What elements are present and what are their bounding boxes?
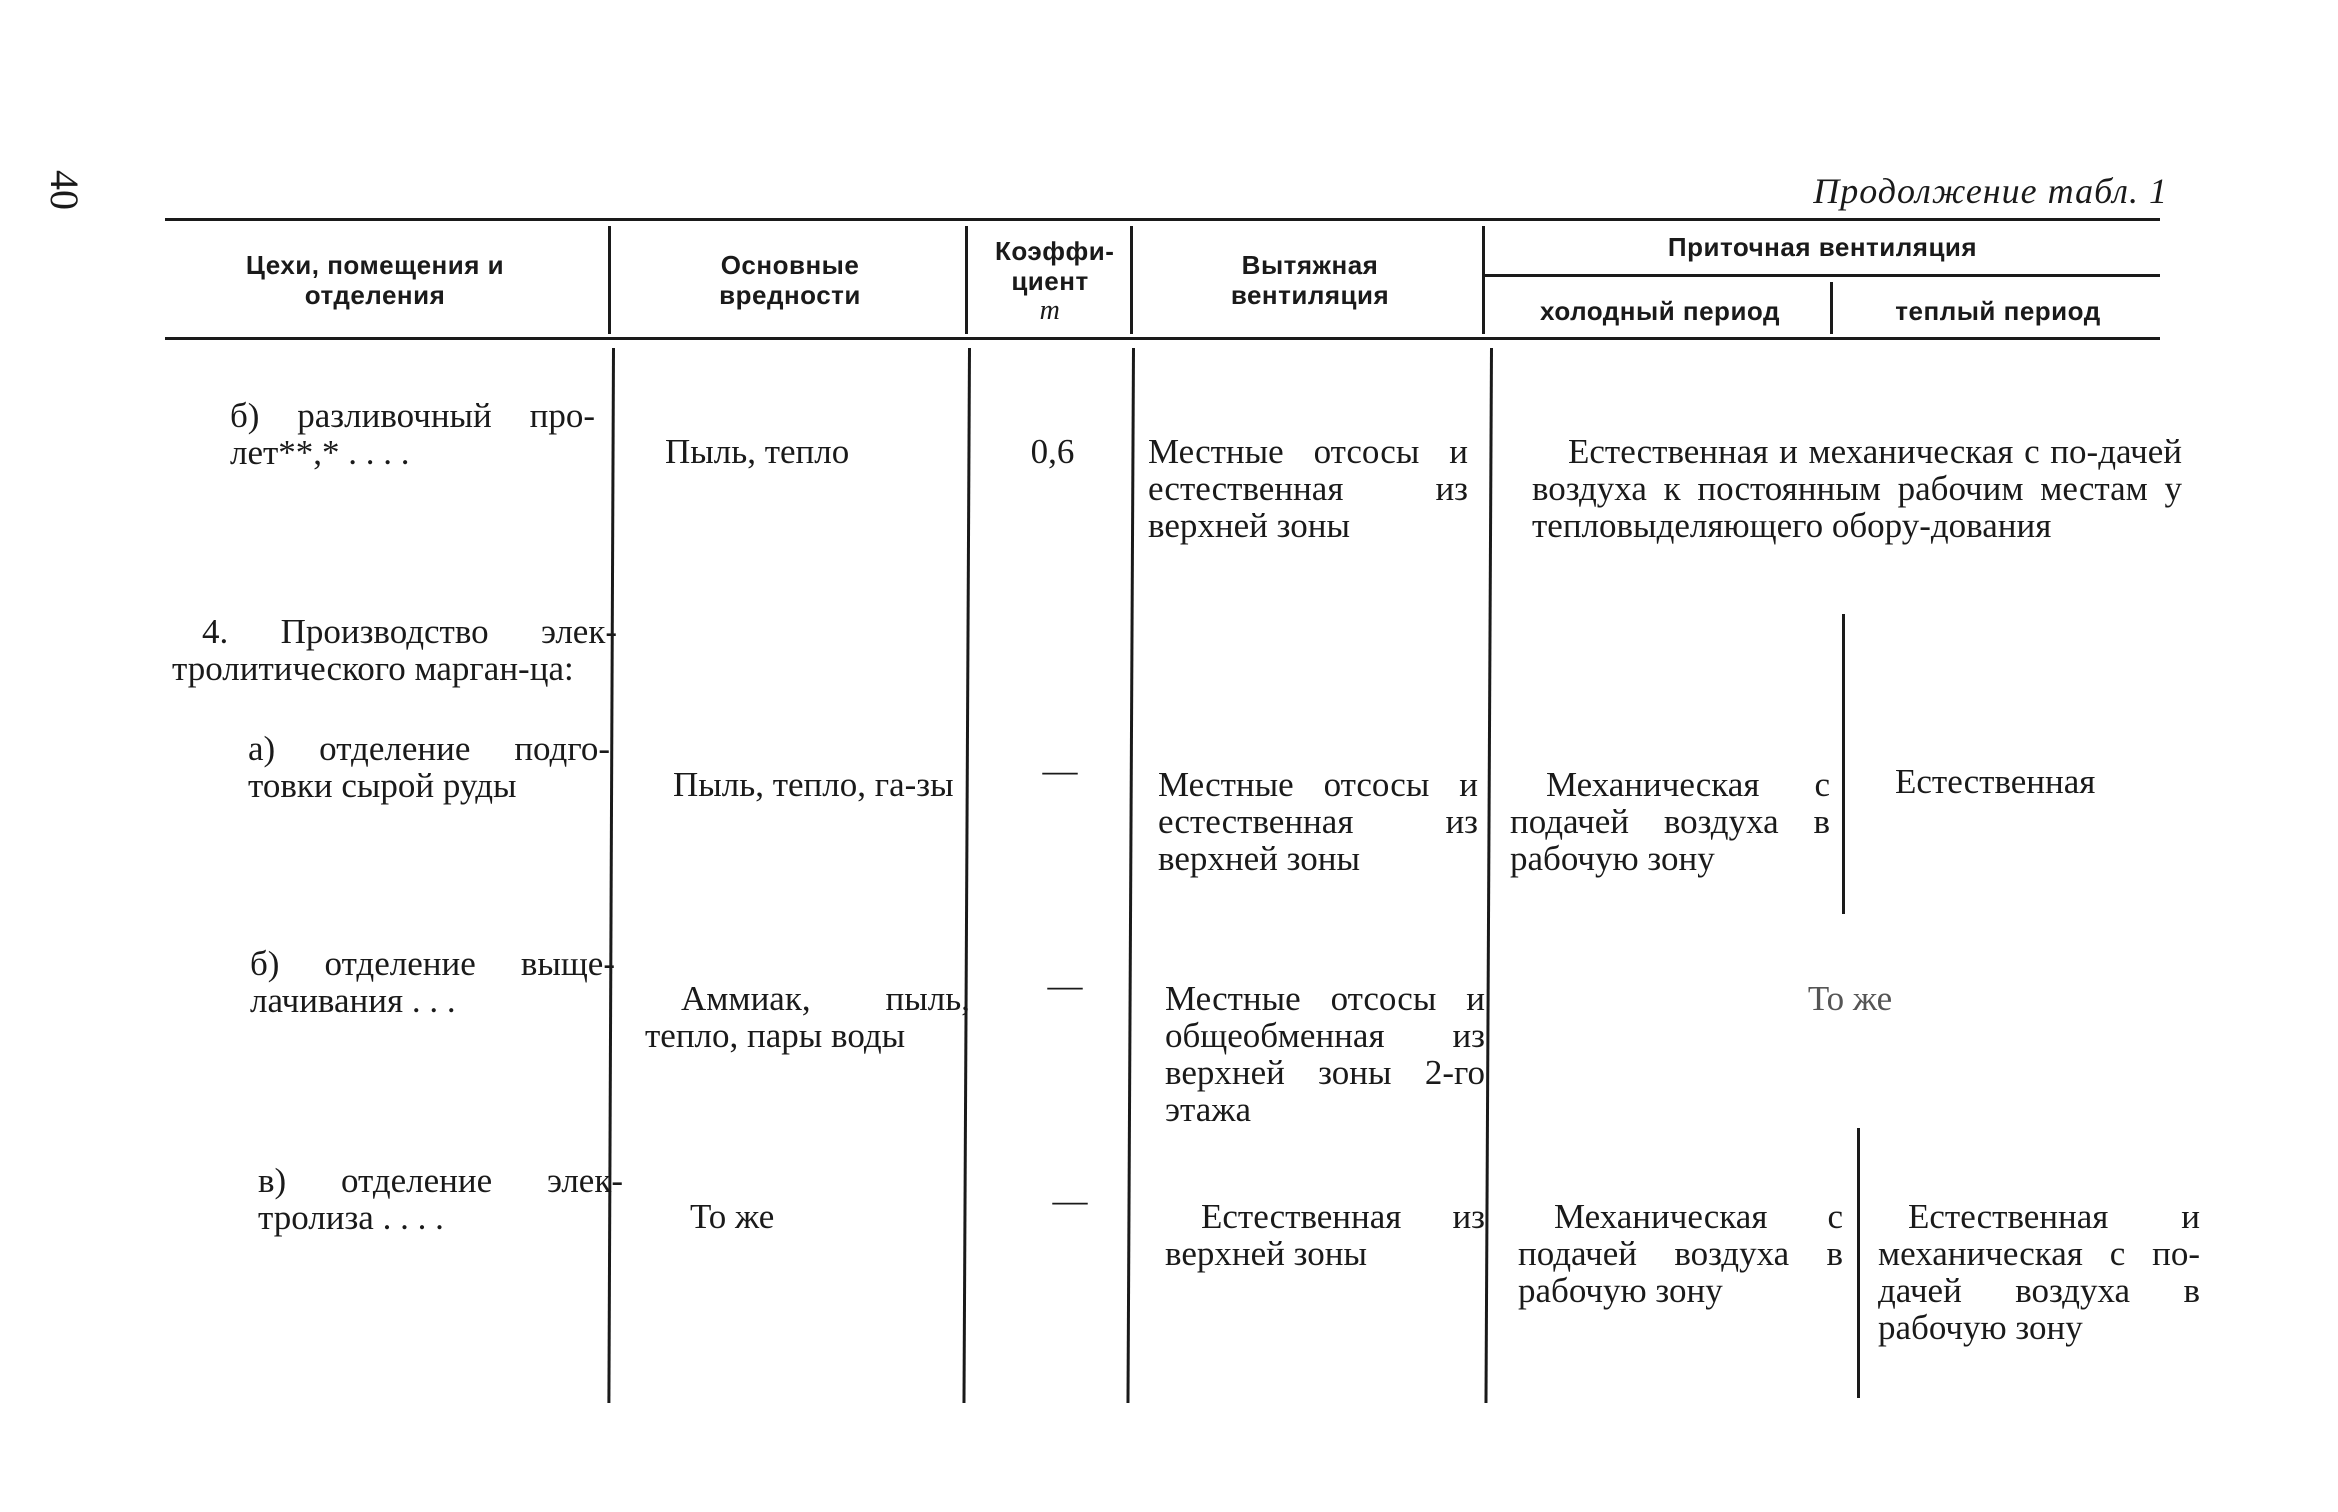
header-divider-4 — [1482, 226, 1485, 334]
row-1-hazards: Пыль, тепло — [665, 432, 850, 471]
row4a-supply-divider — [1842, 614, 1845, 914]
header-supply: Приточная вентиляция — [1667, 232, 1978, 262]
row-2-exhaust: Местные отсосы и естественная из верхней зоны — [1158, 765, 1478, 878]
row-3-workshop: б) отделение выще-лачивания . . . — [250, 944, 615, 1020]
row4v-supply-divider — [1857, 1128, 1860, 1398]
row-4-supply-cold: Механическая с подачей воздуха в рабочую зону — [1518, 1197, 1843, 1310]
body-divider-3 — [1126, 348, 1135, 1403]
header-bottom-rule — [165, 337, 2160, 340]
row-3-exhaust: Местные отсосы и общеобменная из верхней зоны 2-го этажа — [1165, 979, 1485, 1129]
row-2-supply-warm: Естественная — [1895, 762, 2096, 801]
row-1-exhaust: Местные отсосы и естественная из верхней зоны — [1148, 432, 1468, 545]
row-3-coefficient: — — [1047, 966, 1083, 1005]
body-divider-2 — [962, 348, 971, 1403]
row-2-workshop: а) отделение подго-товки сырой руды — [248, 729, 610, 805]
row-4-workshop: в) отделение элек-тролиза . . . . — [258, 1161, 623, 1237]
header-divider-3 — [1130, 226, 1133, 334]
row-2-coefficient: — — [1042, 751, 1078, 790]
row-4-supply-warm: Естественная и механическая с по-дачей воздуха в рабочую зону — [1878, 1197, 2200, 1347]
supply-header-rule — [1485, 274, 2160, 277]
table-top-rule — [165, 218, 2160, 221]
row-4-exhaust: Естественная из верхней зоны — [1165, 1197, 1485, 1273]
row-1-coefficient: 0,6 — [1030, 432, 1075, 471]
row-3-supply: То же — [1807, 979, 1893, 1018]
row-4-hazards: То же — [690, 1197, 775, 1236]
header-warm-period: теплый период — [1895, 296, 2101, 326]
header-exhaust: Вытяжная вентиляция — [1230, 250, 1390, 310]
row-2-hazards: Пыль, тепло, га-зы — [673, 765, 954, 804]
row-3-hazards: Аммиак, пыль, тепло, пары воды — [645, 979, 970, 1055]
body-divider-1 — [607, 348, 615, 1403]
section-4-heading: 4. Производство элек-тролитического марган-ца: — [172, 612, 617, 688]
header-divider-5 — [1830, 282, 1833, 334]
body-divider-4 — [1484, 348, 1493, 1403]
header-cold-period: холодный период — [1540, 296, 1780, 326]
header-hazards: Основные вредности — [719, 250, 861, 310]
header-workshops: Цехи, помещения и отделения — [245, 250, 505, 310]
header-divider-1 — [608, 226, 611, 334]
header-divider-2 — [965, 226, 968, 334]
page-number: 40 — [42, 170, 87, 210]
header-coefficient-symbol: m — [1039, 295, 1061, 326]
header-coefficient-text: Коэффи-циент — [995, 236, 1115, 296]
row-1-workshop: б) разливочный про-лет**,* . . . . — [230, 396, 595, 472]
row-4-coefficient: — — [1052, 1181, 1088, 1220]
continuation-caption: Продолжение табл. 1 — [1813, 171, 2168, 211]
header-coefficient — [975, 236, 1125, 326]
row-1-supply: Естественная и механическая с по-дачей воздуха к постоянным рабочим местам у тепловыделяющего обору-дования — [1532, 432, 2182, 545]
row-2-supply-cold: Механическая с подачей воздуха в рабочую зону — [1510, 765, 1830, 878]
